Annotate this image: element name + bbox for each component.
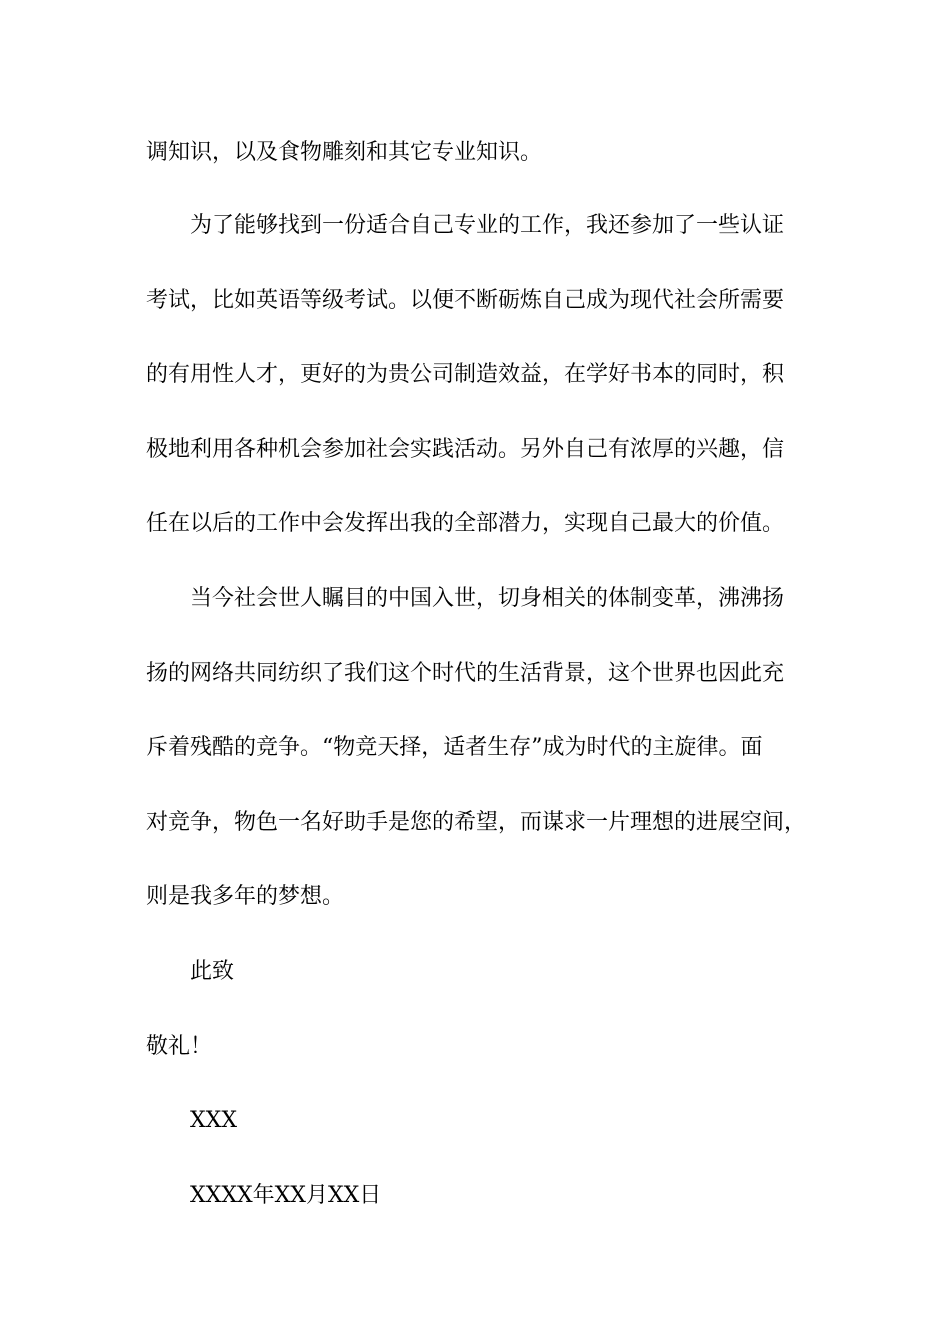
paragraph-3-line-2: 扬的网络共同纺织了我们这个时代的生活背景，这个世界也因此充 (146, 661, 785, 686)
signature-date: XXXX年XX月XX日 (190, 1183, 382, 1208)
paragraph-3-line-1: 当今社会世人瞩目的中国入世，切身相关的体制变革，沸沸扬 (190, 586, 785, 611)
closing-salutation: 此致 (190, 959, 235, 984)
paragraph-2-line-5: 任在以后的工作中会发挥出我的全部潜力，实现自己最大的价值。 (146, 511, 785, 536)
closing-regards: 敬礼！ (146, 1034, 213, 1059)
signature-name: XXX (190, 1108, 237, 1133)
paragraph-3-line-3: 斥着残酷的竞争。“物竞天择，适者生存”成为时代的主旋律。面 (146, 735, 763, 760)
paragraph-3-line-5: 则是我多年的梦想。 (146, 884, 345, 909)
paragraph-2-line-2: 考试，比如英语等级考试。以便不断砺炼自己成为现代社会所需要 (146, 288, 785, 313)
paragraph-2-line-4: 极地利用各种机会参加社会实践活动。另外自己有浓厚的兴趣，信 (146, 437, 785, 462)
paragraph-3-line-4: 对竞争，物色一名好助手是您的希望，而谋求一片理想的进展空间， (146, 810, 807, 835)
paragraph-2-line-1: 为了能够找到一份适合自己专业的工作，我还参加了一些认证 (190, 213, 785, 238)
paragraph-2-line-3: 的有用性人才，更好的为贵公司制造效益，在学好书本的同时，积 (146, 362, 785, 387)
paragraph-1-line-1: 调知识，以及食物雕刻和其它专业知识。 (146, 140, 543, 165)
